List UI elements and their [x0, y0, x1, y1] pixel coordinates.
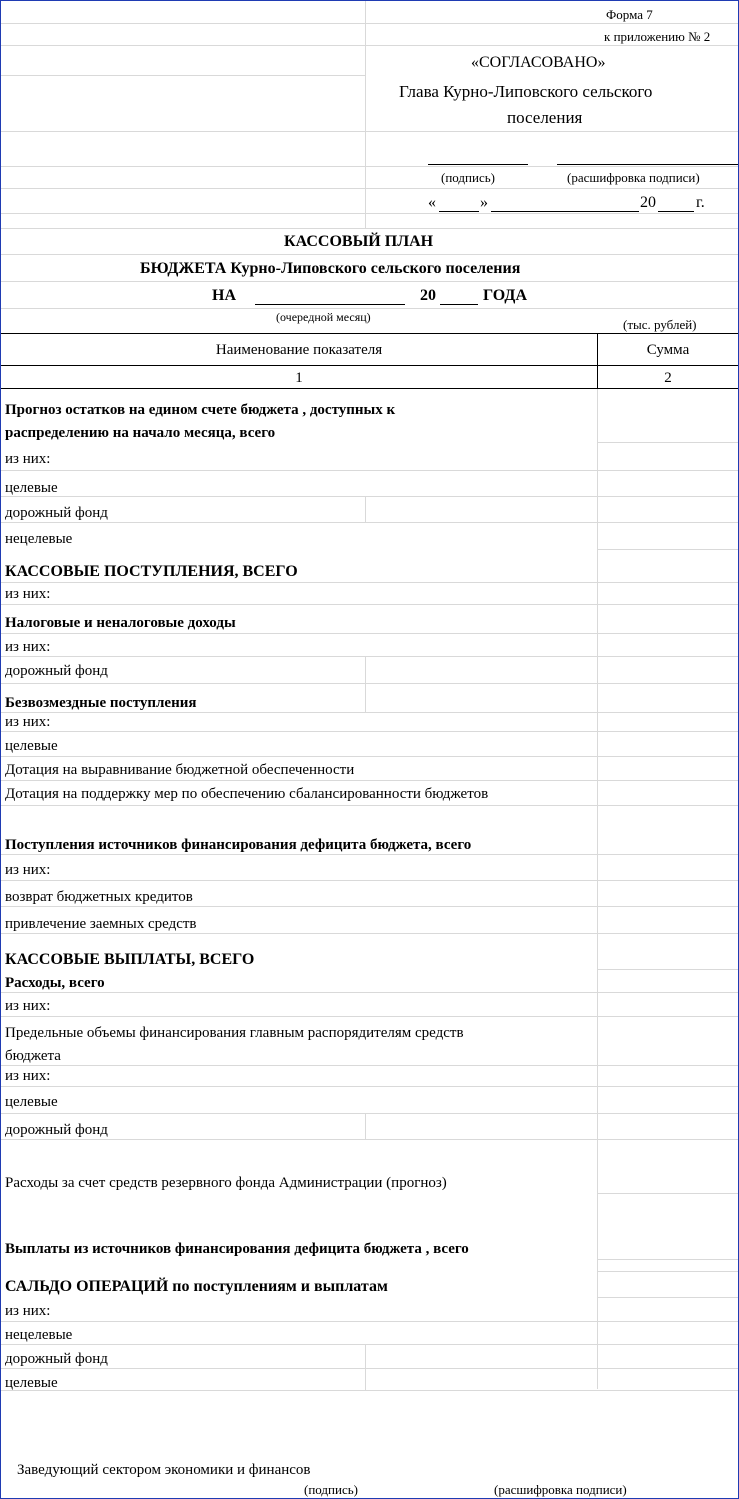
grid-line [597, 1297, 738, 1298]
grid-line [1, 933, 738, 934]
grid-line [365, 1113, 366, 1139]
grid-line [1, 254, 738, 255]
grid-line [365, 496, 366, 522]
period-suffix: ГОДА [483, 287, 527, 304]
row-targeted: целевые [5, 738, 58, 754]
row-reserve-fund: Расходы за счет средств резервного фонда Администрации (прогноз) [5, 1175, 447, 1191]
head-title-line1: Глава Курно-Липовского сельского [399, 82, 653, 101]
doc-title: КАССОВЫЙ ПЛАН [284, 233, 434, 250]
period-year-prefix: 20 [420, 287, 436, 304]
col-number-2: 2 [664, 370, 672, 386]
date-suffix: г. [696, 194, 705, 211]
period-prefix: НА [212, 287, 236, 304]
footer-signature-caption: (подпись) [304, 1482, 358, 1497]
row-of-which: из них: [5, 1068, 51, 1084]
row-cash-payments: КАССОВЫЕ ВЫПЛАТЫ, ВСЕГО [5, 951, 255, 968]
table-border [1, 388, 738, 389]
signature-caption: (подпись) [441, 170, 495, 185]
row-non-targeted: нецелевые [5, 1327, 73, 1343]
row-of-which: из них: [5, 1303, 51, 1319]
date-day-line [439, 211, 479, 212]
row-loan-return: возврат бюджетных кредитов [5, 889, 193, 905]
row-equalization-grant: Дотация на выравнивание бюджетной обеспеченности [5, 762, 355, 778]
grid-line [1, 131, 738, 132]
row-borrowing: привлечение заемных средств [5, 916, 197, 932]
grid-line [1, 1113, 738, 1114]
row-road-fund: дорожный фонд [5, 1122, 108, 1138]
grid-line [1, 166, 738, 167]
grid-line [1, 213, 738, 214]
row-road-fund: дорожный фонд [5, 1351, 108, 1367]
row-of-which: из них: [5, 998, 51, 1014]
month-caption: (очередной месяц) [276, 310, 371, 324]
grid-line [1, 1390, 738, 1391]
date-month-line [491, 211, 639, 212]
grid-line [597, 442, 738, 443]
grid-line [1, 522, 738, 523]
grid-line [365, 1344, 366, 1390]
grid-line [1, 228, 738, 229]
date-year-prefix: 20 [640, 194, 656, 211]
row-road-fund: дорожный фонд [5, 663, 108, 679]
row-operations-balance: САЛЬДО ОПЕРАЦИЙ по поступлениям и выплатам [5, 1278, 388, 1295]
row-targeted: целевые [5, 1094, 58, 1110]
grid-line [1, 656, 738, 657]
date-open-quote: « [428, 194, 436, 211]
footer-decoding-caption: (расшифровка подписи) [494, 1482, 627, 1497]
grid-line [1, 633, 738, 634]
row-gratuitous-receipts: Безвозмездные поступления [5, 695, 197, 711]
grid-line [1, 188, 738, 189]
decoding-line [557, 164, 738, 165]
row-balance-forecast: Прогноз остатков на едином счете бюджета , доступных к [5, 402, 396, 418]
grid-line [1, 1321, 738, 1322]
grid-line [1, 906, 738, 907]
grid-line [1, 683, 738, 684]
row-of-which: из них: [5, 451, 51, 467]
table-border [1, 333, 738, 334]
grid-line [1, 75, 365, 76]
row-road-fund: дорожный фонд [5, 505, 108, 521]
grid-line [597, 969, 738, 970]
grid-line [1, 1016, 738, 1017]
date-close-quote: » [480, 194, 488, 211]
approval-stamp: «СОГЛАСОВАНО» [471, 54, 606, 71]
grid-line [1, 582, 738, 583]
grid-line [365, 656, 366, 712]
row-financing-receipts: Поступления источников финансирования дефицита бюджета, всего [5, 837, 472, 853]
form-number: Форма 7 [606, 7, 653, 22]
grid-line [1, 854, 738, 855]
month-line [255, 304, 405, 305]
grid-line [1, 470, 738, 471]
footer-position: Заведующий сектором экономики и финансов [17, 1462, 311, 1478]
grid-line [597, 1259, 738, 1260]
grid-line [1, 496, 738, 497]
grid-line [1, 281, 738, 282]
row-of-which: из них: [5, 586, 51, 602]
grid-line [1, 1086, 738, 1087]
row-of-which: из них: [5, 639, 51, 655]
grid-line [1, 604, 738, 605]
grid-line [1, 1065, 738, 1066]
row-financing-limits: Предельные объемы финансирования главным распорядителям средств [5, 1025, 464, 1041]
grid-line [1, 712, 738, 713]
units-label: (тыс. рублей) [623, 317, 697, 332]
grid-line [597, 1193, 738, 1194]
grid-line [1, 756, 738, 757]
appendix-note: к приложению № 2 [604, 29, 711, 44]
grid-line [597, 1271, 738, 1272]
row-non-targeted: нецелевые [5, 531, 73, 547]
col-number-1: 1 [295, 370, 303, 386]
table-border [1, 365, 738, 366]
row-tax-income: Налоговые и неналоговые доходы [5, 615, 236, 631]
grid-line [597, 389, 598, 1389]
row-of-which: из них: [5, 714, 51, 730]
col-header-sum: Сумма [646, 342, 690, 358]
grid-line [1, 805, 738, 806]
grid-line [1, 731, 738, 732]
year-line [440, 304, 478, 305]
date-year-line [658, 211, 694, 212]
grid-line [1, 1344, 738, 1345]
head-title-line2: поселения [507, 108, 583, 127]
doc-subtitle: БЮДЖЕТА Курно-Липовского сельского поселения [140, 260, 521, 277]
grid-line [365, 1, 366, 228]
row-of-which: из них: [5, 862, 51, 878]
row-financing-limits-cont: бюджета [5, 1048, 61, 1064]
row-targeted: целевые [5, 480, 58, 496]
row-targeted: целевые [5, 1375, 58, 1391]
row-cash-receipts: КАССОВЫЕ ПОСТУПЛЕНИЯ, ВСЕГО [5, 563, 298, 580]
decoding-caption: (расшифровка подписи) [567, 170, 700, 185]
row-expenses-total: Расходы, всего [5, 975, 105, 991]
signature-line [428, 164, 528, 165]
row-financing-payments: Выплаты из источников финансирования дефицита бюджета , всего [5, 1241, 469, 1257]
grid-line [1, 1139, 738, 1140]
grid-line [1, 880, 738, 881]
grid-line [1, 992, 738, 993]
row-balancing-grant: Дотация на поддержку мер по обеспечению сбалансированности бюджетов [5, 786, 489, 802]
row-balance-forecast-cont: распределению на начало месяца, всего [5, 425, 276, 441]
grid-line [1, 780, 738, 781]
grid-line [597, 549, 738, 550]
col-header-name: Наименование показателя [215, 342, 383, 358]
grid-line [1, 1368, 738, 1369]
